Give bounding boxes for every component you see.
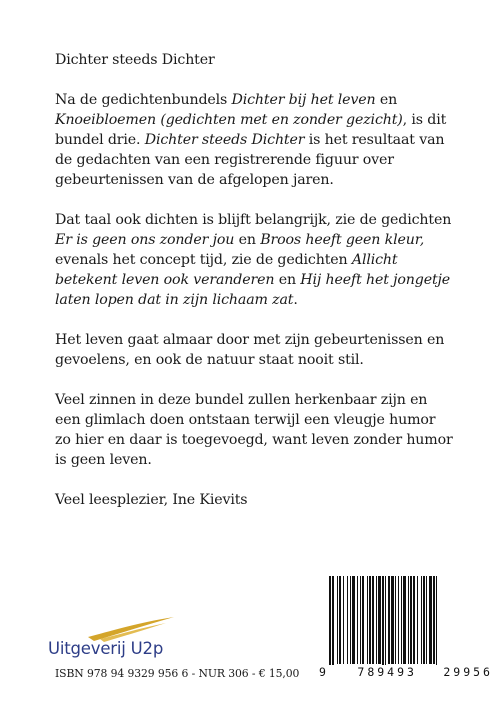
publisher-name: Uitgeverij U2p (48, 639, 164, 658)
barcode-bar (347, 576, 348, 664)
p2-a: Dat taal ook dichten is blijft belangrijk, zie de gedichten (55, 212, 452, 228)
paragraph-4: Veel zinnen in deze bundel zullen herkenbaar zijn en een glimlach doen ontstaan terwijl een vleugje humor zo hier en daar is toegevoegd, want leven zonder humor is geen leven. (55, 392, 453, 468)
barcode-bar (388, 576, 390, 664)
barcode-bar (367, 576, 368, 664)
p2-g: en (274, 272, 301, 288)
barcode-bar (378, 576, 381, 664)
barcode-bar (372, 576, 374, 664)
barcode-bar (429, 576, 432, 664)
barcode-bar (350, 576, 351, 664)
barcode-bar (413, 576, 415, 664)
paragraph-3: Het leven gaat almaar door met zijn gebeurtenissen en gevoelens, en ook de natuur staat nooit stil. (55, 332, 445, 368)
barcode-bar (395, 576, 396, 664)
blurb-text (55, 50, 455, 530)
barcode-bar (398, 576, 399, 664)
isbn-price-line: ISBN 978 94 9329 956 6 - NUR 306 - € 15,00 (55, 667, 300, 680)
barcode-bar (385, 576, 386, 672)
barcode-bar (332, 576, 334, 672)
p2-e: evenals het concept tijd, zie de gedichten (55, 252, 352, 268)
barcode-bar (369, 576, 371, 664)
barcode-bar (408, 576, 409, 664)
barcode-bar (343, 576, 344, 664)
p2-c: en (234, 232, 261, 248)
barcode-bar (423, 576, 425, 664)
paragraph-2 (55, 210, 455, 310)
barcode-bar (339, 576, 341, 664)
blurb-heading: Dichter steeds Dichter (55, 52, 215, 68)
barcode-bar (417, 576, 418, 664)
barcode-bar (376, 576, 377, 664)
p1-title-3: Dichter steeds Dichter (144, 132, 305, 148)
p1-title-1: Dichter bij het leven (231, 92, 376, 108)
barcode-bar (362, 576, 364, 664)
p1-g: is het resultaat van de gedachten van een registrerende figuur over gebeurtenissen van de afgelopen jaren. (55, 132, 445, 188)
p1-c: en (375, 92, 398, 108)
isbn-barcode (317, 574, 500, 685)
p2-title-4: Hij heeft het jongetje laten lopen dat in zijn lichaam zat (55, 272, 451, 308)
p2-i: . (293, 292, 298, 308)
barcode-bar (352, 576, 355, 664)
paragraph-1 (55, 90, 455, 190)
barcode-bar (382, 576, 384, 672)
barcode-first-digit: 9 (319, 665, 326, 679)
p2-title-3: Allicht betekent leven ook veranderen (55, 252, 398, 288)
p2-title-1: Er is geen ons zonder jou (55, 232, 235, 248)
barcode-bar (433, 576, 435, 664)
barcode-bar (421, 576, 422, 664)
p1-e: , is dit bundel drie. (55, 112, 447, 148)
signature-line: Veel leesplezier, Ine Kievits (55, 492, 248, 508)
barcode-bar (410, 576, 412, 664)
barcode-group-1: 789493 (357, 665, 417, 679)
barcode-group-2: 29956 (443, 665, 493, 679)
barcode-number (321, 665, 499, 679)
publisher-logo (48, 615, 208, 665)
barcode-bar (401, 576, 402, 664)
barcode-bar (329, 576, 331, 672)
barcode-bar (337, 576, 338, 664)
barcode-bar (426, 576, 427, 664)
barcode-bar (357, 576, 358, 664)
p1-title-2: Knoeibloemen (gedichten met en zonder gezicht) (55, 112, 403, 128)
barcode-bar (403, 576, 406, 664)
barcode-bars (317, 574, 500, 674)
p2-title-2: Broos heeft geen kleur, (260, 232, 425, 248)
barcode-bar (436, 576, 437, 672)
p1-a: Na de gedichtenbundels (55, 92, 232, 108)
barcode-bar (360, 576, 361, 664)
barcode-bar (391, 576, 394, 664)
